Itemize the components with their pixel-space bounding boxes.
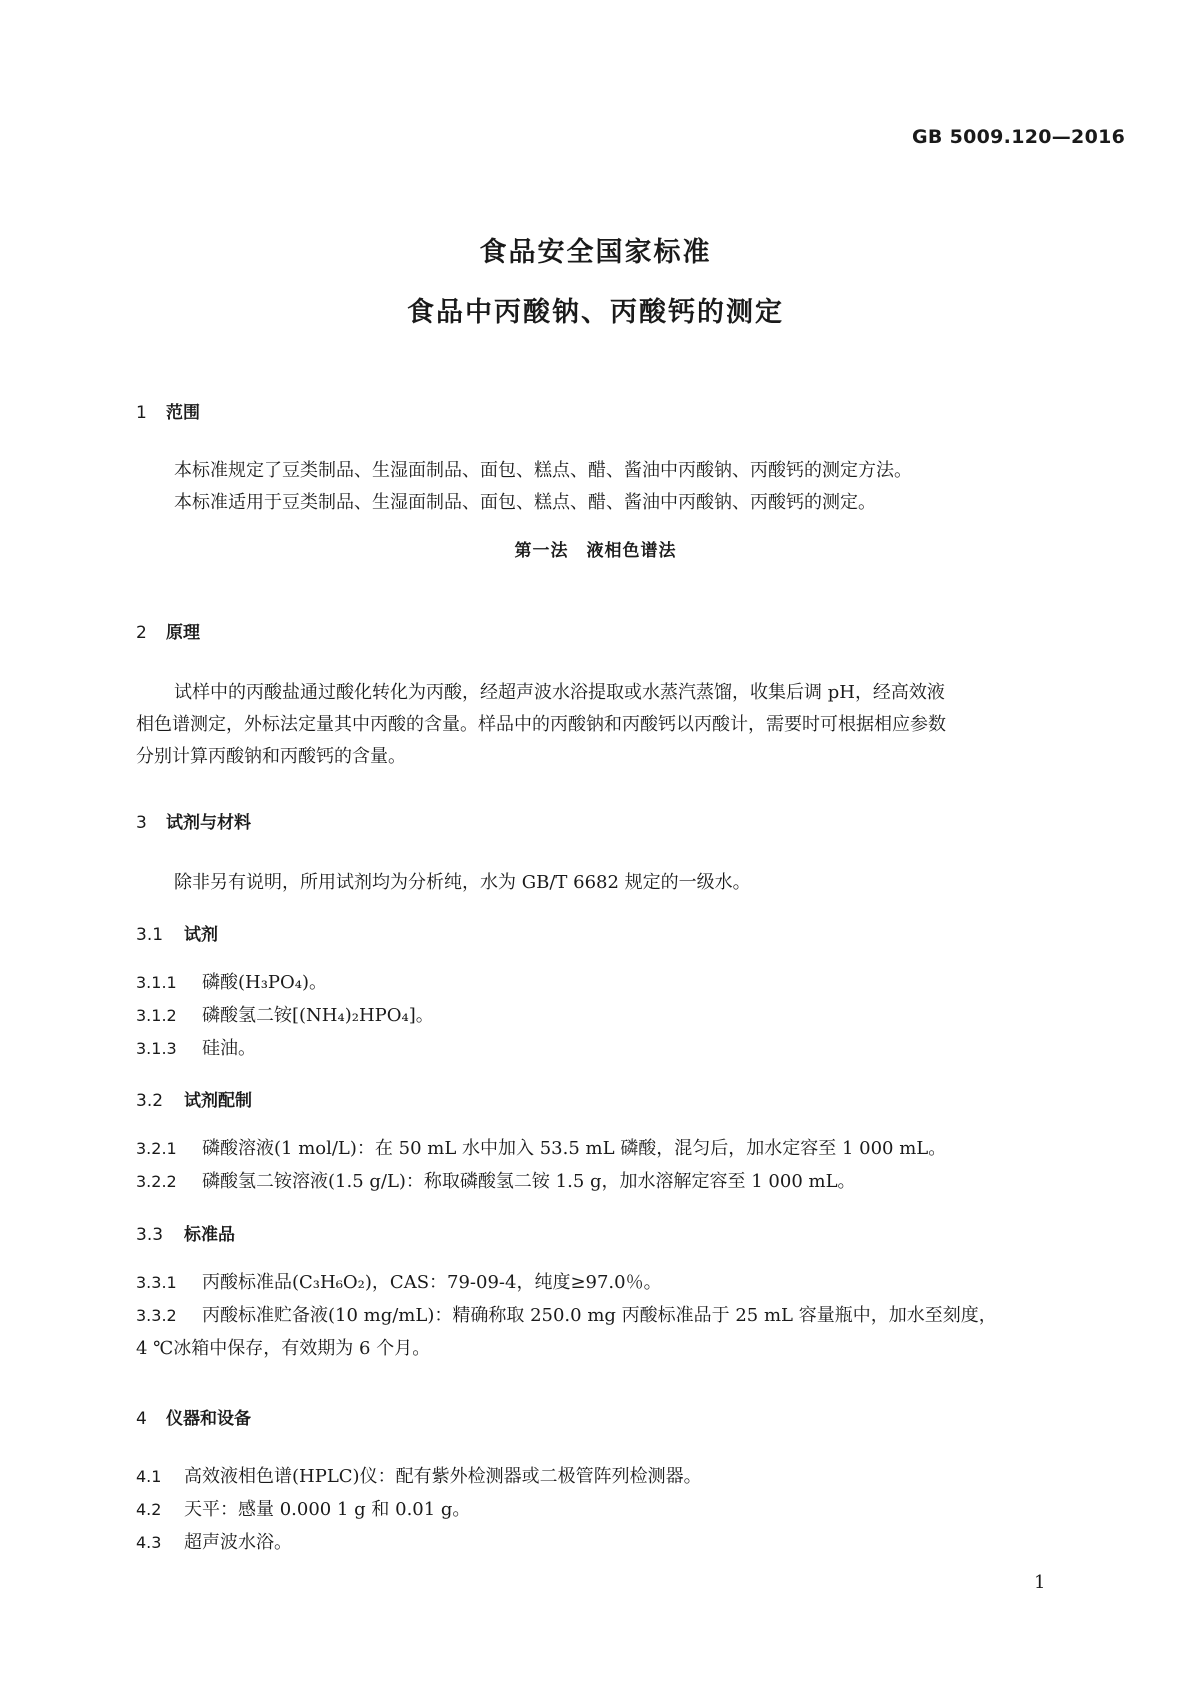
item-text: 磷酸氢二铵[(NH₄)₂HPO₄]。: [202, 1005, 434, 1026]
item-text: 超声波水浴。: [184, 1532, 292, 1553]
item-4-1: [136, 1462, 702, 1488]
section-1-paragraph-1: 本标准规定了豆类制品、生湿面制品、面包、糕点、醋、酱油中丙酸钠、丙酸钙的测定方法。: [174, 460, 912, 481]
section-2-heading: [136, 618, 200, 643]
section-3-intro: 除非另有说明，所用试剂均为分析纯，水为 GB/T 6682 规定的一级水。: [174, 872, 751, 893]
section-title: 试剂配制: [184, 1091, 252, 1111]
method-heading: 第一法 液相色谱法: [514, 541, 677, 561]
section-1-heading: [136, 398, 200, 423]
section-number: 2: [136, 623, 147, 643]
section-number: 3.1: [136, 925, 164, 945]
section-title: 试剂: [184, 925, 218, 945]
section-4-heading: [136, 1404, 251, 1429]
item-number: 3.3.1: [136, 1273, 177, 1292]
section-number: 3: [136, 813, 147, 833]
section-2-line-3: 分别计算丙酸钠和丙酸钙的含量。: [136, 746, 406, 767]
section-title: 仪器和设备: [166, 1409, 251, 1429]
item-number: 3.1.2: [136, 1006, 177, 1025]
item-text: 丙酸标准品(C₃H₆O₂)，CAS：79-09-4，纯度≥97.0％。: [202, 1272, 662, 1293]
item-number: 3.3.2: [136, 1306, 177, 1325]
item-3-3-2: [136, 1301, 997, 1327]
item-3-2-1: [136, 1134, 946, 1160]
item-4-3: [136, 1528, 292, 1554]
section-title: 试剂与材料: [166, 813, 251, 833]
item-number: 3.2.2: [136, 1172, 177, 1191]
item-text: 天平：感量 0.000 1 g 和 0.01 g。: [184, 1499, 471, 1520]
item-text: 磷酸氢二铵溶液(1.5 g/L)：称取磷酸氢二铵 1.5 g，加水溶解定容至 1 000 mL。: [202, 1171, 856, 1192]
item-number: 3.1.3: [136, 1039, 177, 1058]
section-2-line-1: 试样中的丙酸盐通过酸化转化为丙酸，经超声波水浴提取或水蒸汽蒸馏，收集后调 pH，经高效液: [174, 682, 945, 703]
page-number: 1: [1034, 1572, 1046, 1593]
item-3-1-1: [136, 968, 327, 994]
item-number: 4.1: [136, 1467, 162, 1486]
item-4-2: [136, 1495, 470, 1521]
section-3-heading: [136, 808, 251, 833]
standard-number: GB 5009.120—2016: [912, 126, 1126, 148]
section-1-paragraph-2: 本标准适用于豆类制品、生湿面制品、面包、糕点、醋、酱油中丙酸钠、丙酸钙的测定。: [174, 492, 876, 513]
item-3-1-2: [136, 1001, 434, 1027]
item-text: 磷酸(H₃PO₄)。: [202, 972, 328, 993]
section-number: 4: [136, 1409, 147, 1429]
section-2-line-2: 相色谱测定，外标法定量其中丙酸的含量。样品中的丙酸钠和丙酸钙以丙酸计，需要时可根据相应参数: [136, 714, 946, 735]
document-title: 食品安全国家标准: [479, 237, 712, 268]
section-3-3-heading: [136, 1220, 235, 1245]
item-3-1-3: [136, 1034, 256, 1060]
item-number: 4.2: [136, 1500, 162, 1519]
item-number: 3.2.1: [136, 1139, 177, 1158]
section-number: 1: [136, 403, 147, 423]
section-number: 3.2: [136, 1091, 164, 1111]
item-3-3-1: [136, 1268, 662, 1294]
section-3-2-heading: [136, 1086, 252, 1111]
section-title: 标准品: [184, 1225, 235, 1245]
section-number: 3.3: [136, 1225, 164, 1245]
item-3-3-2-continuation: 4 ℃冰箱中保存，有效期为 6 个月。: [136, 1338, 431, 1359]
section-title: 原理: [166, 623, 200, 643]
item-number: 3.1.1: [136, 973, 177, 992]
section-3-1-heading: [136, 920, 218, 945]
item-number: 4.3: [136, 1533, 162, 1552]
section-title: 范围: [166, 403, 200, 423]
item-text: 高效液相色谱(HPLC)仪：配有紫外检测器或二极管阵列检测器。: [184, 1466, 702, 1487]
item-text: 磷酸溶液(1 mol/L)：在 50 mL 水中加入 53.5 mL 磷酸，混匀后，加水定容至 1 000 mL。: [202, 1138, 947, 1159]
item-3-2-2: [136, 1167, 856, 1193]
item-text: 丙酸标准贮备液(10 mg/mL)：精确称取 250.0 mg 丙酸标准品于 25 mL 容量瓶中，加水至刻度，: [202, 1305, 997, 1326]
document-subtitle: 食品中丙酸钠、丙酸钙的测定: [407, 297, 784, 328]
item-text: 硅油。: [202, 1038, 256, 1059]
